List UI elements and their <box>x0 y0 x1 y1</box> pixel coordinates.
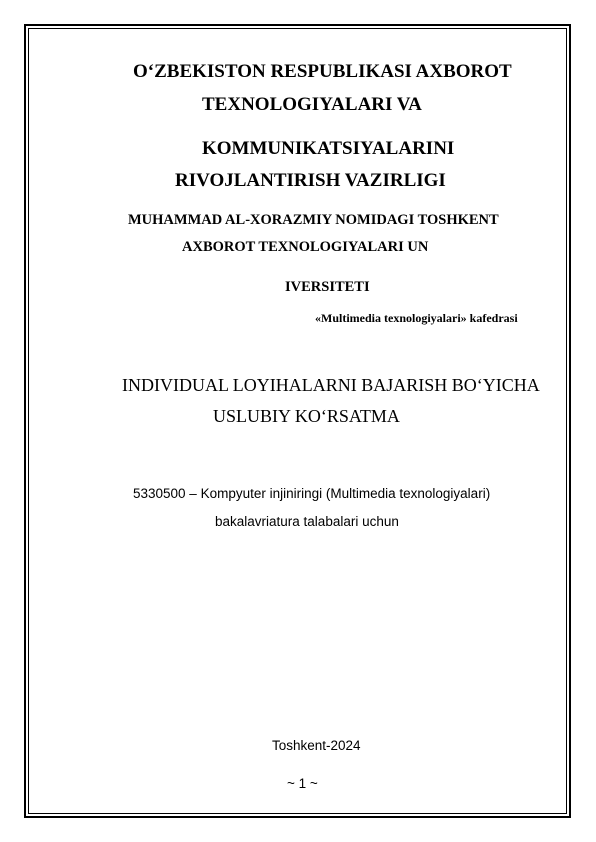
ministry-line-2: TEXNOLOGIYALARI VA <box>202 94 422 115</box>
university-line-2: AXBOROT TEXNOLOGIYALARI UN <box>182 239 429 255</box>
ministry-line-1: O‘ZBEKISTON RESPUBLIKASI AXBOROT <box>133 61 512 82</box>
university-line-3: IVERSITETI <box>285 279 370 295</box>
place-year: Toshkent-2024 <box>272 738 361 753</box>
audience-line-2: bakalavriatura talabalari uchun <box>215 514 399 529</box>
department-name: «Multimedia texnologiyalari» kafedrasi <box>315 311 518 325</box>
ministry-line-4: RIVOJLANTIRISH VAZIRLIGI <box>175 170 446 191</box>
document-title-line-1: INDIVIDUAL LOYIHALARNI BAJARISH BO‘YICHA <box>122 375 540 395</box>
page-number: ~ 1 ~ <box>287 776 318 791</box>
university-line-1: MUHAMMAD AL-XORAZMIY NOMIDAGI TOSHKENT <box>128 212 499 228</box>
audience-line-1: 5330500 – Kompyuter injiniringi (Multimedia texnologiyalari) <box>133 486 491 501</box>
document-title-line-2: USLUBIY KO‘RSATMA <box>213 406 400 426</box>
ministry-line-3: KOMMUNIKATSIYALARINI <box>202 138 455 159</box>
